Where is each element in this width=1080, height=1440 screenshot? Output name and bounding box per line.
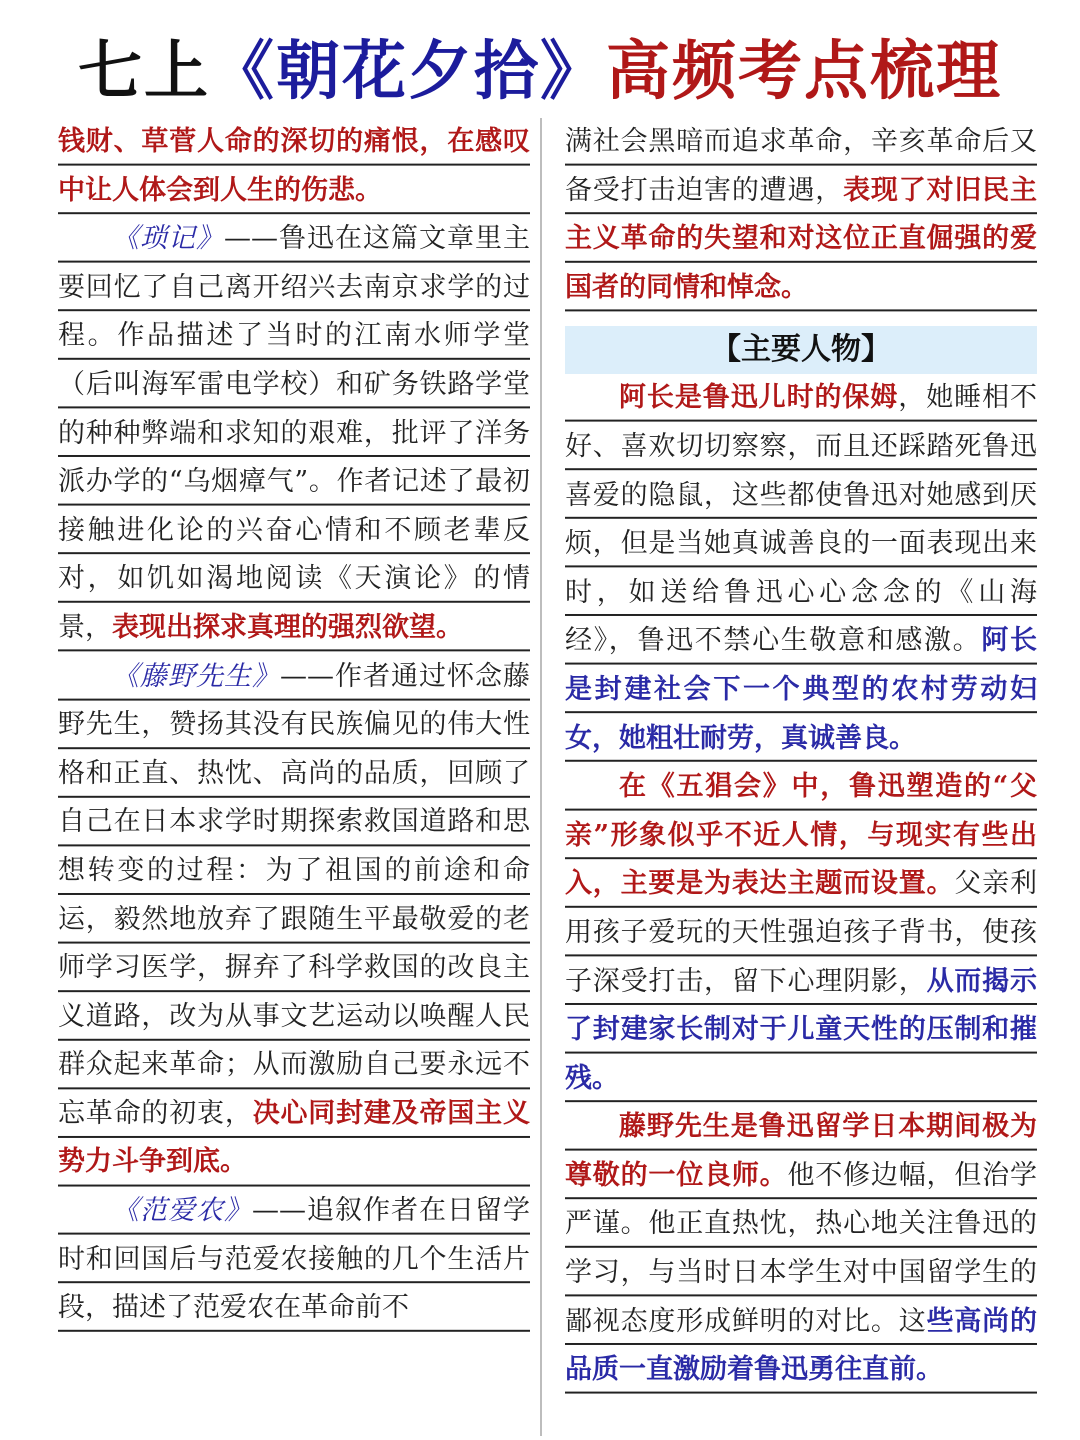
highlight-red: 钱财、草菅人命的深切的痛恨，在感叹中让人体会到人生的伤悲。 [58,126,530,206]
work-title: 《范爱农》 [112,1195,252,1227]
right-column [565,118,1037,1395]
work-title: 《藤野先生》 [112,660,280,692]
highlight-blue: 些高尚的品质一直激励着鲁迅勇往直前。 [565,1305,1037,1386]
body-text: ——追叙作者在日留学时和回国后与范爱农接触的几个生活片段，描述了范爱农在革命前不 [58,1195,530,1324]
highlight-blue: 从而揭示了封建家长制对于儿童天性的压制和摧残。 [565,965,1037,1094]
highlight-blue: 阿长是封建社会下一个典型的农村劳动妇女，她粗壮耐劳，真诚善良。 [565,625,1037,754]
highlight-red: 表现了对旧民主主义革命的失望和对这位正直倔强的爱国者的同情和悼念。 [565,174,1037,303]
left-column [58,118,530,1333]
paragraph-suoji [58,215,530,652]
title-book: 《朝花夕拾》 [210,34,606,109]
paragraph-tengye-character [565,1103,1037,1395]
highlight-red: 在《五猖会》中，鲁迅塑造的“父亲”形象似乎不近人情，与现实有些出入，主要是为表达主题而设置。 [565,771,1037,900]
paragraph-fanainong [58,1187,530,1333]
title-grade: 七上 [78,34,210,109]
body-text: ——作者通过怀念藤野先生，赞扬其没有民族偏见的伟大性格和正直、热忱、高尚的品质，回顾了自己在日本求学时期探索救国道路和思想转变的过程：为了祖国的前途和命运，毅然地放弃了跟随生平最敬爱的老师学习医学，摒弃了科学救国的改良主义道路，改为从事文艺运动以唤醒人民群众起来革命；从而激励自己要永远不忘革命的初衷， [58,660,530,1129]
highlight-red: 阿长是鲁迅儿时的保姆 [619,382,899,414]
highlight-red: 决心同封建及帝国主义势力斗争到底。 [58,1097,530,1178]
title-topic: 高频考点梳理 [606,34,1002,109]
paragraph-continued [565,118,1037,312]
body-text: 父亲利用孩子爱玩的天性强迫孩子背书，使孩子深受打击，留下心理阴影， [565,868,1037,997]
column-divider [540,118,542,1436]
paragraph-continued [58,118,530,215]
paragraph-tengye [58,653,530,1188]
page-title [0,22,1080,122]
body-text: ，她睡相不好、喜欢切切察察，而且还踩踏死鲁迅喜爱的隐鼠，这些都使鲁迅对她感到厌烦，但是当她真诚善良的一面表现出来时，如送给鲁迅心心念念的《山海经》，鲁迅不禁心生敬意和感激。 [565,382,1038,657]
paragraph-father [565,763,1037,1103]
highlight-red: 表现出探求真理的强烈欲望。 [112,611,463,643]
body-text: ——鲁迅在这篇文章里主要回忆了自己离开绍兴去南京求学的过程。作品描述了当时的江南水师学堂（后叫海军雷电学校）和矿务铁路学堂的种种弊端和求知的艰难，批评了洋务派办学的“乌烟瘴气”。作者记述了最初接触进化论的兴奋心情和不顾老辈反对，如饥如渴地阅读《天演论》的情景， [58,223,530,643]
body-text: 满社会黑暗而追求革命，辛亥革命后又备受打击迫害的遭遇， [565,126,1037,206]
section-heading: 【主要人物】 [565,326,1037,374]
highlight-red: 藤野先生是鲁迅留学日本期间极为尊敬的一位良师。 [565,1111,1037,1191]
work-title: 《琐记》 [112,223,224,255]
paragraph-achang [565,374,1037,763]
body-text: 他不修边幅，但治学严谨。他正直热忱，热心地关注鲁迅的学习，与当时日本学生对中国留学生的鄙视态度形成鲜明的对比。这 [565,1159,1037,1337]
